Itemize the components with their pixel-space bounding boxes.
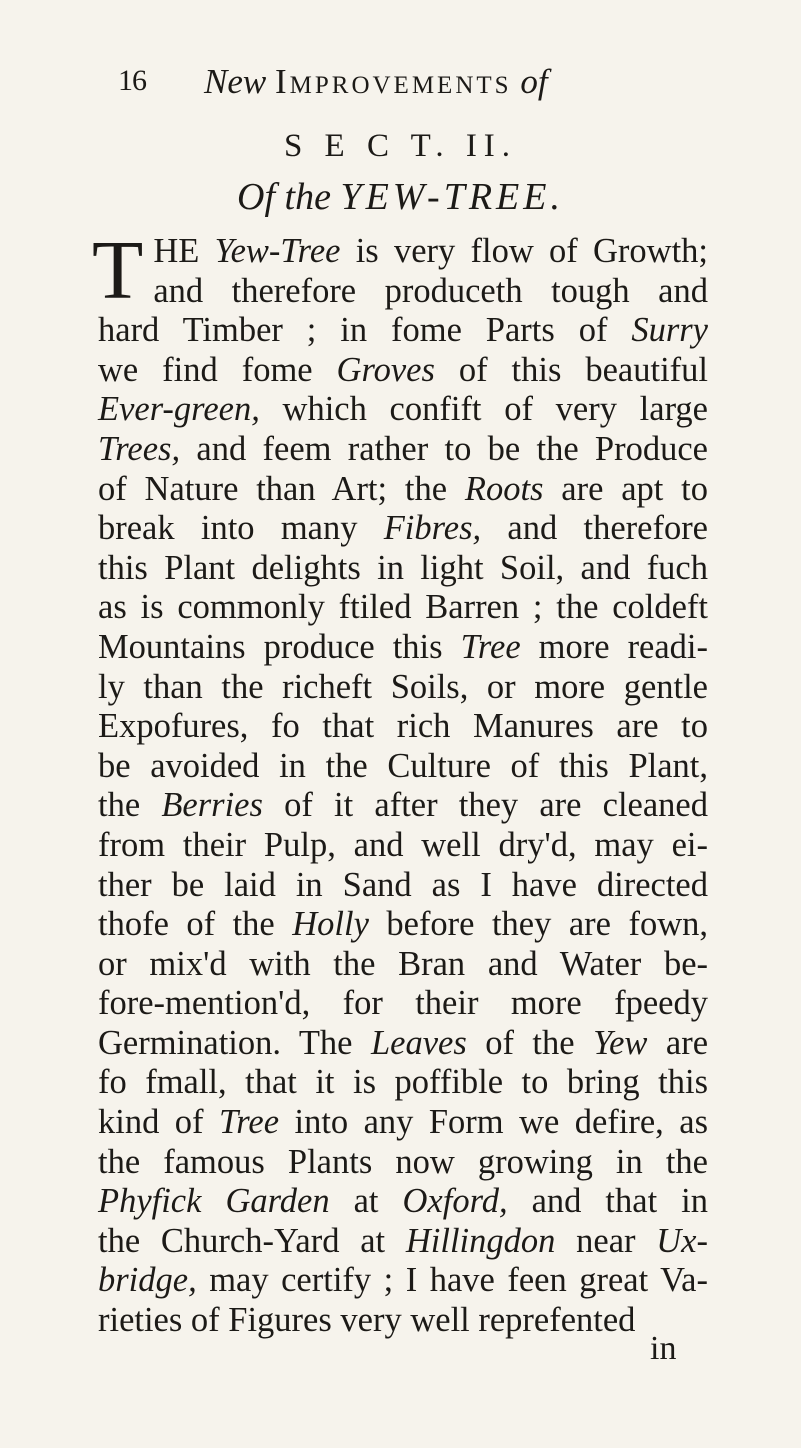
page-number: 16 <box>118 64 146 97</box>
text-line: hard Timber ; in fome Parts of Surry <box>98 311 708 350</box>
text-line: fore-mention'd, for their more fpeedy <box>98 984 708 1023</box>
running-title <box>204 62 548 102</box>
text-line: break into many Fibres, and therefore <box>98 509 708 548</box>
text-line: the famous Plants now growing in the <box>98 1142 708 1181</box>
text-line: bridge, may certify ; I have feen great Va- <box>98 1261 708 1300</box>
running-head <box>118 62 718 106</box>
catchword: in <box>650 1330 677 1367</box>
running-title-new: New <box>204 62 267 101</box>
drop-cap: T <box>92 224 144 317</box>
text-line: or mix'd with the Bran and Water be- <box>98 944 708 983</box>
text-line: Mountains produce this Tree more readi- <box>98 627 709 666</box>
section-label: S E C T. II. <box>283 128 518 164</box>
text-line: from their Pulp, and well dry'd, may ei- <box>98 825 708 864</box>
text-line: the Berries of it after they are cleaned <box>98 786 708 825</box>
text-line: the Church-Yard at Hillingdon near Ux- <box>98 1221 708 1260</box>
text-line: Germination. The Leaves of the Yew are <box>98 1023 709 1062</box>
section-title <box>0 175 801 219</box>
text-line: and therefore produceth tough and <box>153 271 708 310</box>
text-line: of Nature than Art; the Roots are apt to <box>98 469 708 508</box>
text-line: Expofures, fo that rich Manures are to <box>98 707 708 746</box>
text-line: ly than the richeft Soils, or more gentle <box>98 667 708 706</box>
text-line: thofe of the Holly before they are fown, <box>98 905 708 944</box>
text-line: Trees, and feem rather to be the Produce <box>98 429 708 468</box>
text-line: we find fome Groves of this beautiful <box>98 350 708 389</box>
text-line: Phyfick Garden at Oxford, and that in <box>98 1182 708 1221</box>
text-line: Ever-green, which confift of very large <box>98 390 708 429</box>
running-title-improvements: Improvements <box>274 62 512 101</box>
text-line: this Plant delights in light Soil, and fuch <box>98 548 708 587</box>
text-line: ther be laid in Sand as I have directed <box>98 865 708 904</box>
section-title-of: Of the <box>237 176 331 218</box>
section-title-name: YEW-TREE. <box>340 176 564 218</box>
text-line: as is commonly ftiled Barren ; the coldeft <box>98 588 708 627</box>
text-line: be avoided in the Culture of this Plant, <box>98 746 708 785</box>
text-line: HE Yew-Tree is very flow of Growth; <box>153 232 708 270</box>
text-line: kind of Tree into any Form we defire, as <box>98 1103 708 1142</box>
running-title-of: of <box>520 62 548 101</box>
text-line: fo fmall, that it is poffible to bring this <box>98 1063 708 1102</box>
text-line: rieties of Figures very well reprefented <box>98 1301 636 1340</box>
body-text <box>92 224 709 1341</box>
